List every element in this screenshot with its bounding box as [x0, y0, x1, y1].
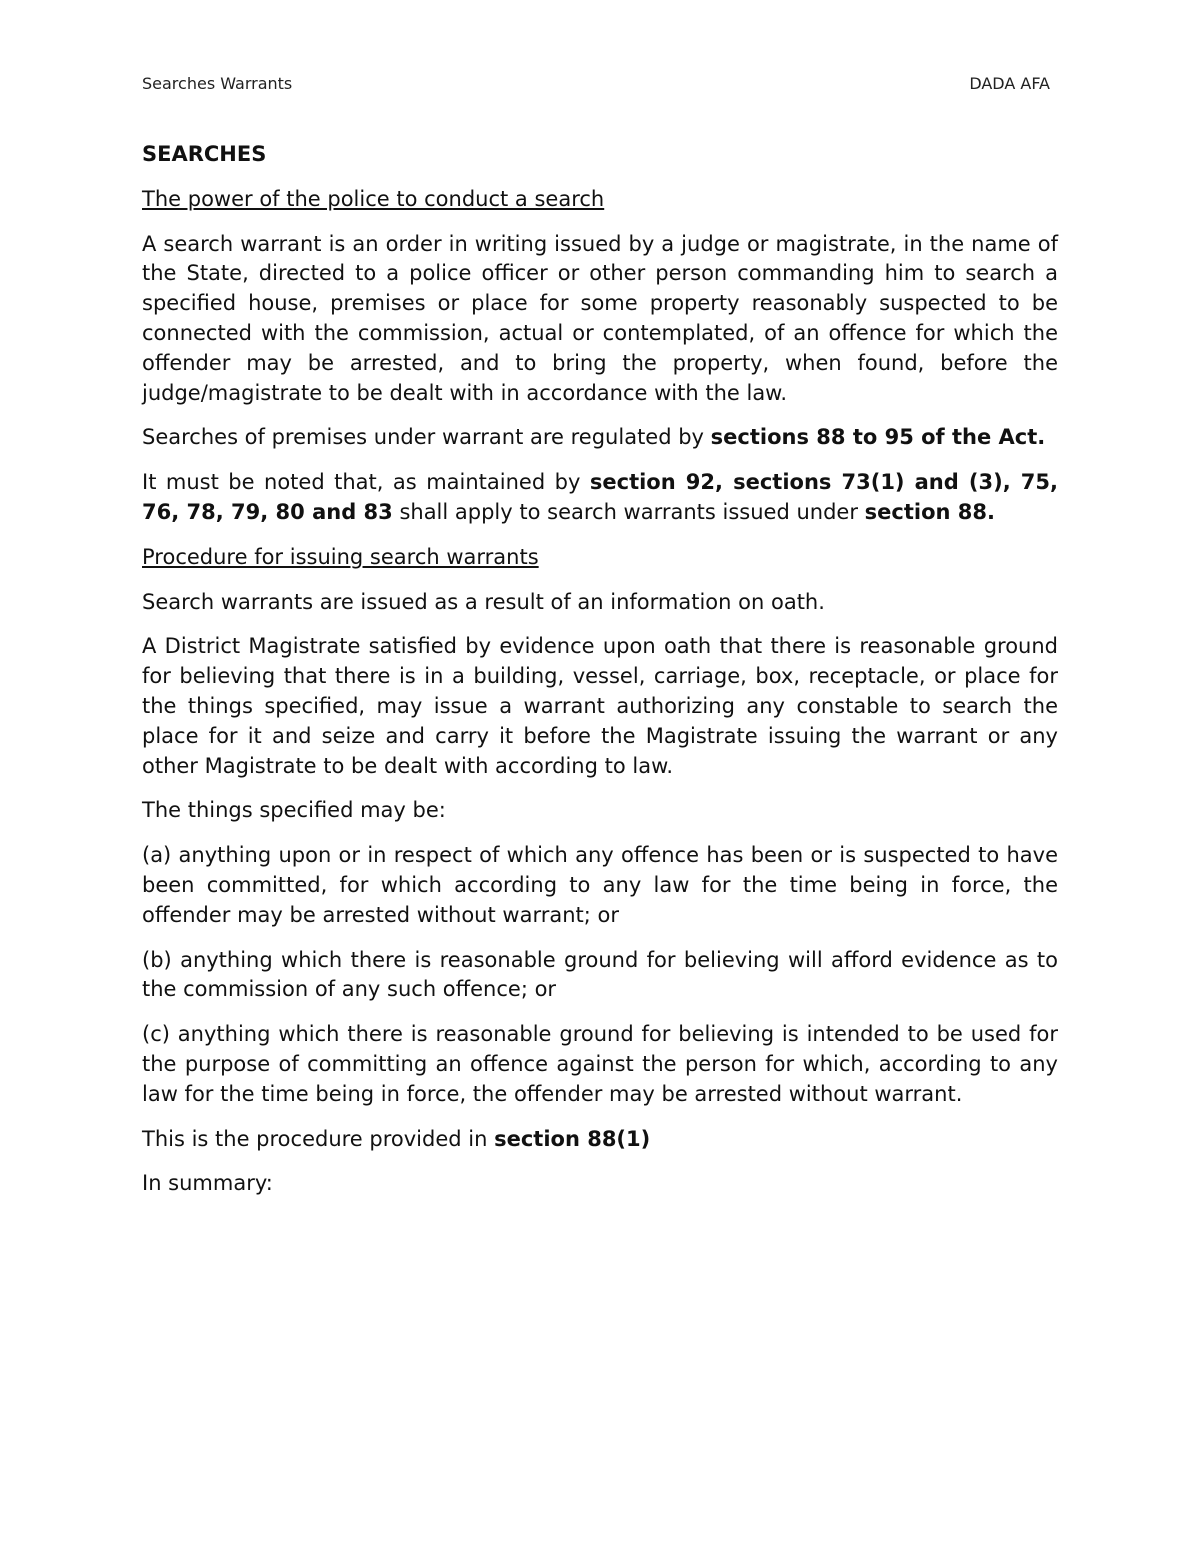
section-heading-police-power-text: The power of the police to conduct a search [142, 186, 605, 211]
page-header [142, 74, 1050, 93]
paragraph-definition: A search warrant is an order in writing issued by a judge or magistrate, in the name of the State, directed to a police officer or other person commanding him to search a specified house, premises or place for some property reasonably suspected to be connected with the commission, actual or contemplated, of an offence for which the offender may be arrested, and to bring the property, when found, before the judge/magistrate to be dealt with in accordance with the law. [142, 231, 1058, 405]
paragraph-district-magistrate: A District Magistrate satisfied by evidence upon oath that there is reasonable ground for believing that there is in a building, vessel, carriage, box, receptacle, or place for the things specified, may issue a warrant authorizing any constable to search the place for it and seize and carry it before the Magistrate issuing the warrant or any other Magistrate to be dealt with according to law. [142, 634, 1058, 778]
section-heading-procedure-text: Procedure for issuing search warrants [142, 544, 539, 569]
header-doc-title: Searches Warrants [142, 74, 293, 93]
header-author: DADA AFA [969, 74, 1050, 93]
applicable-sections-section-88: section 88. [864, 499, 995, 524]
paragraph-applicable-sections [142, 468, 1058, 528]
applicable-sections-list: section 92, sections 73(1) and (3), 75, 76, 78, 79, 80 and 83 [142, 470, 1058, 524]
list-item-b: (b) anything which there is reasonable ground for believing will afford evidence as to the commission of any such offence; or [142, 947, 1058, 1002]
paragraph-summary: In summary: [142, 1171, 273, 1196]
paragraph-regulation-sections: sections 88 to 95 of the Act. [710, 425, 1046, 450]
paragraph-regulation-text: Searches of premises under warrant are regulated by [142, 425, 711, 450]
list-item-a: (a) anything upon or in respect of which any offence has been or is suspected to have been committed, for which according to any law for the time being in force, the offender may be arrested without warrant; or [142, 843, 1058, 927]
list-item-c: (c) anything which there is reasonable ground for believing is intended to be used for the purpose of committing an offence against the person for which, according to any law for the time being in force, the offender may be arrested without warrant. [142, 1022, 1058, 1106]
page-title: SEARCHES [142, 142, 267, 166]
paragraph-information-on-oath: Search warrants are issued as a result of an information on oath. [142, 589, 825, 614]
paragraph-procedure-section [142, 1125, 1058, 1155]
procedure-section-ref: section 88(1) [494, 1126, 651, 1151]
paragraph-things-specified: The things specified may be: [142, 798, 446, 823]
applicable-sections-text-1: It must be noted that, as maintained by [142, 470, 590, 495]
procedure-section-text: This is the procedure provided in [142, 1126, 495, 1151]
document-body [142, 140, 1058, 1214]
paragraph-regulation [142, 423, 1058, 453]
section-heading-police-power [142, 185, 1058, 215]
applicable-sections-text-2: shall apply to search warrants issued under [392, 499, 865, 524]
section-heading-procedure [142, 543, 1058, 573]
